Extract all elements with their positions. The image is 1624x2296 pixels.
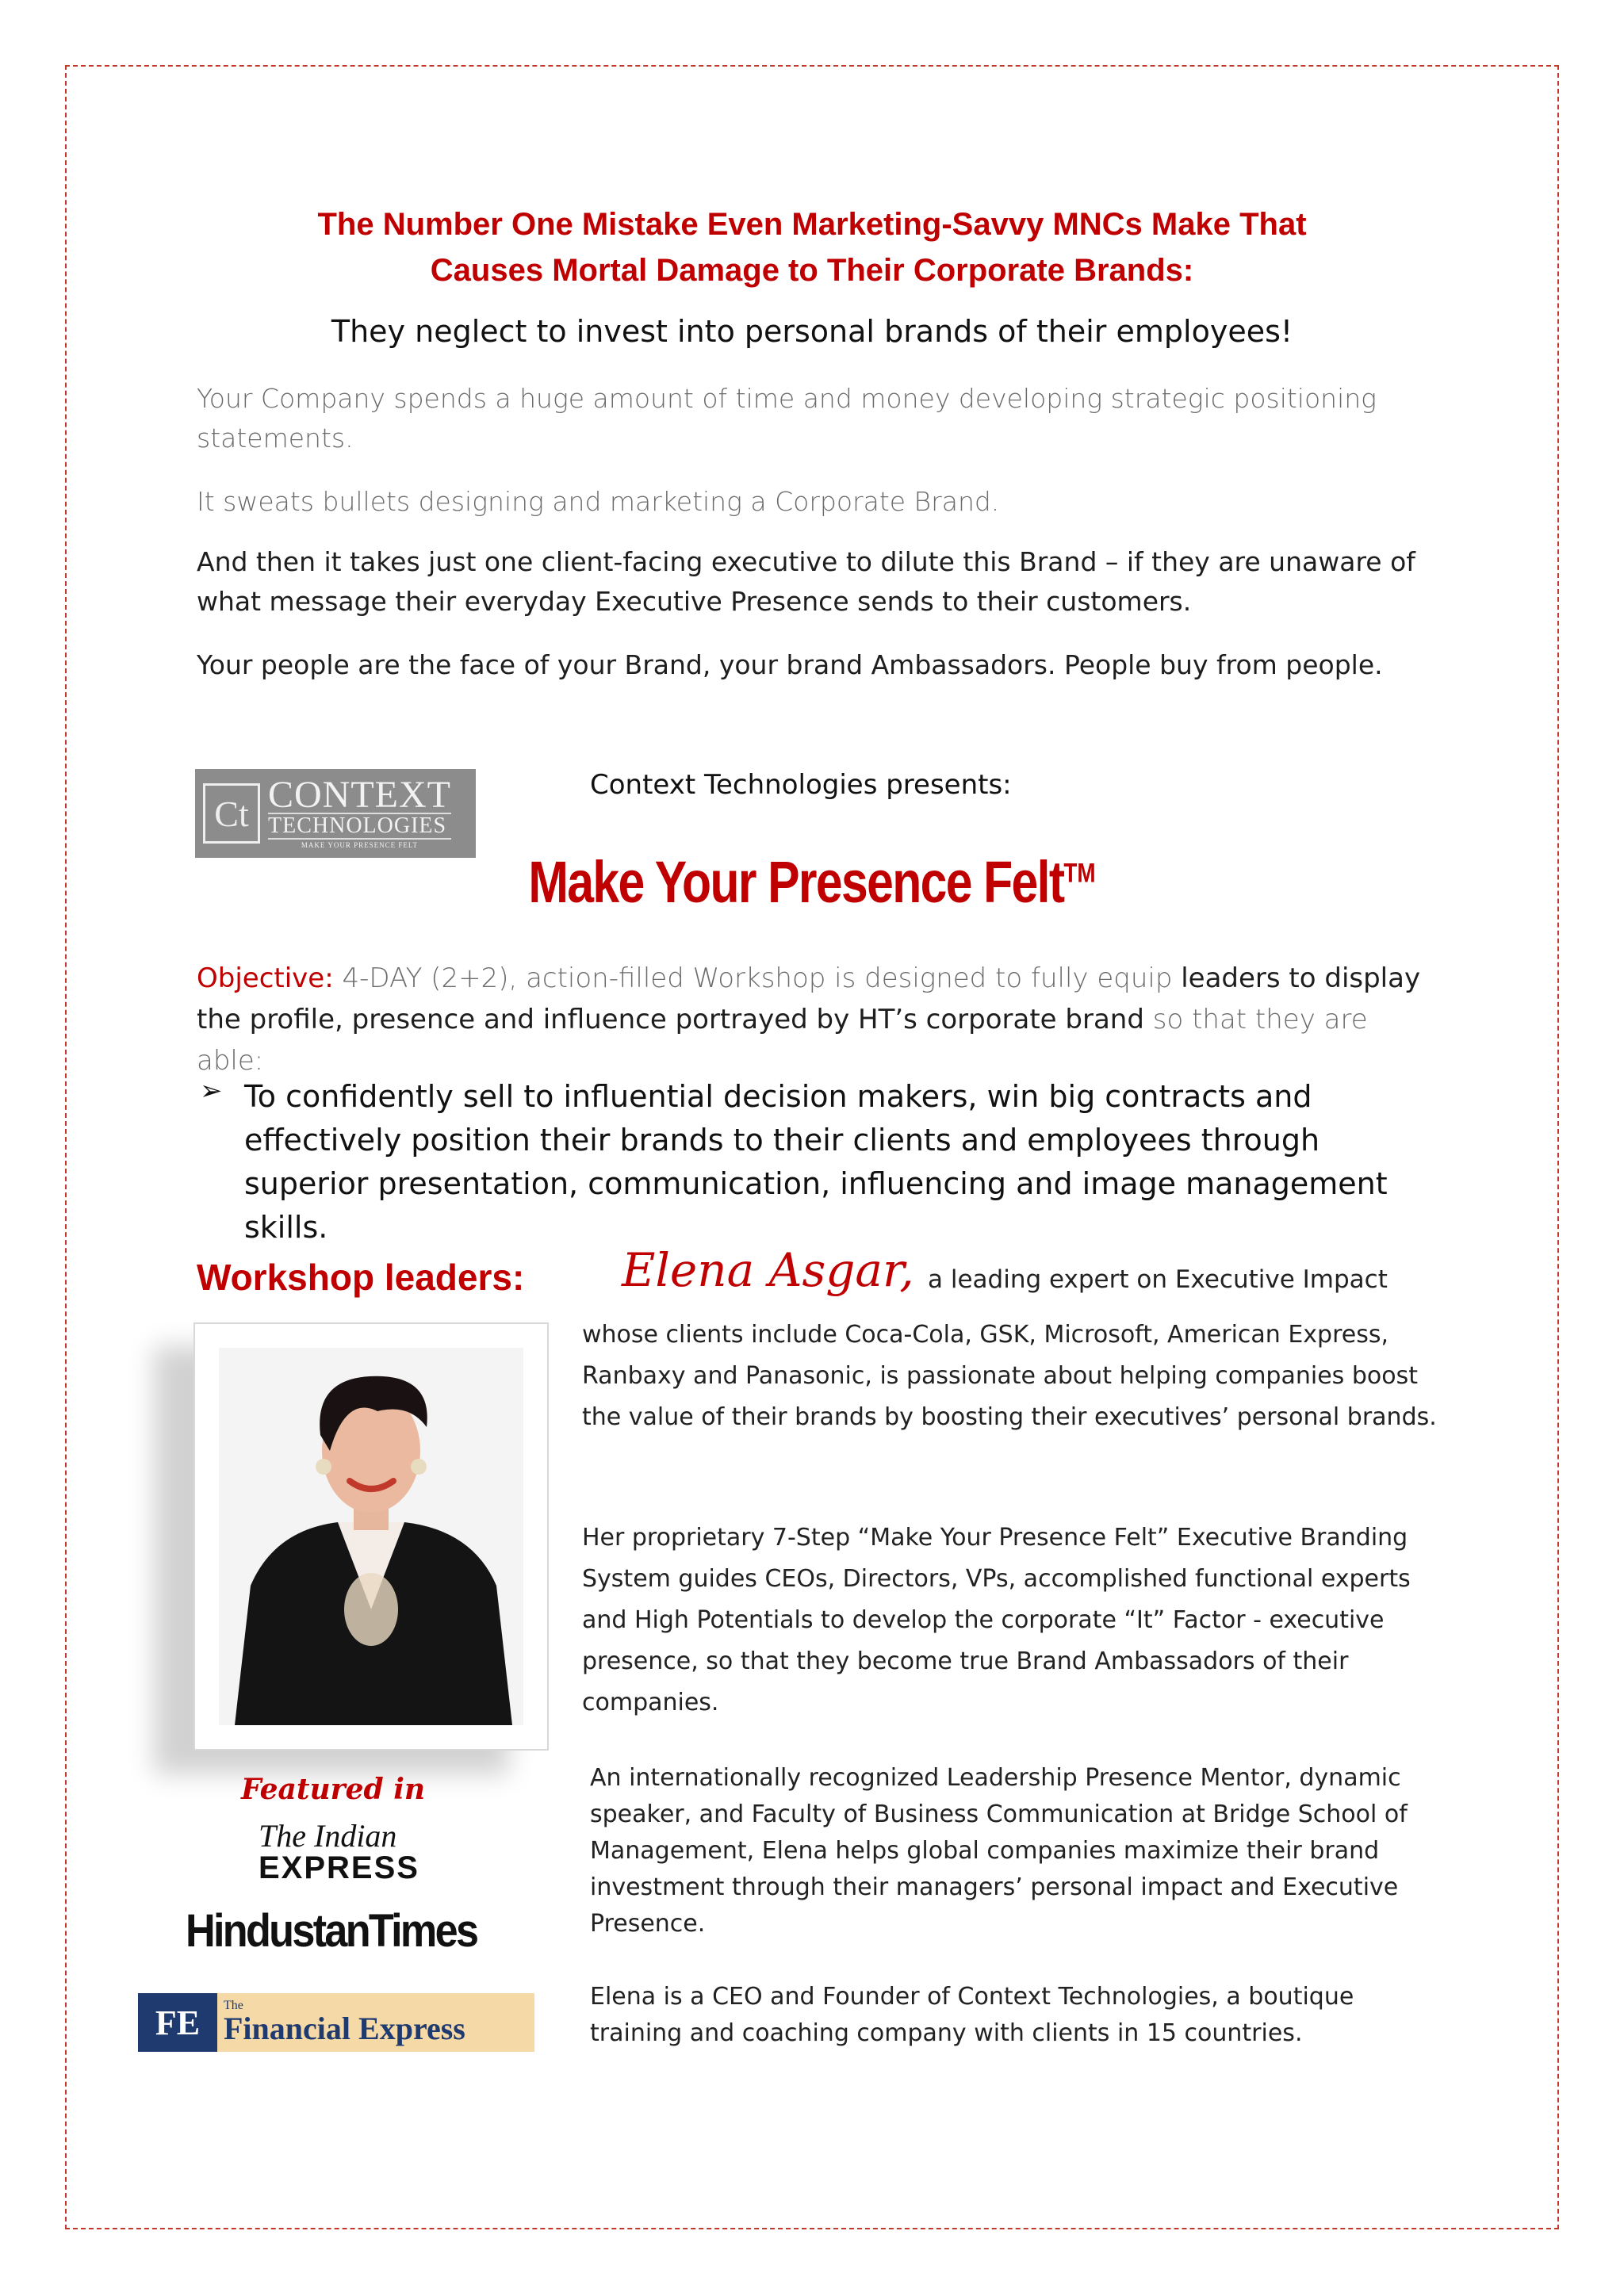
program-title: [251, 848, 1374, 916]
logo-sub: TECHNOLOGIES: [268, 813, 451, 840]
leader-bio-first-line: a leading expert on Executive Impact: [928, 1265, 1388, 1294]
indian-express-logo: [259, 1820, 419, 1884]
logo-mark: Ct: [203, 783, 260, 844]
leader-bio-paragraph-4: Elena is a CEO and Founder of Context Technologies, a boutique training and coaching company with clients in 15 countries.: [590, 1983, 1354, 2047]
bullet-text: To confidently sell to influential decision makers, win big contracts and effectively position their brands to their clients and employees through superior presentation, communication, influencing and image management skills.: [244, 1079, 1388, 1245]
intro-paragraph-1: Your Company spends a huge amount of time and money developing strategic positioning statements.: [197, 383, 1377, 453]
portrait-illustration: [219, 1348, 523, 1725]
indian-express-name: EXPRESS: [259, 1850, 419, 1885]
intro-paragraph-4: Your people are the face of your Brand, your brand Ambassadors. People buy from people.: [197, 649, 1383, 680]
bullet-arrow-icon: ➢: [200, 1076, 223, 1106]
leader-name: Elena Asgar,: [622, 1243, 914, 1297]
subheadline: They neglect to invest into personal brands of their employees!: [331, 314, 1293, 349]
featured-in-label: Featured in: [241, 1773, 426, 1806]
leader-photo-image: [219, 1348, 523, 1725]
objective-text-c: so that they are able:: [197, 1004, 1368, 1077]
presents-text: Context Technologies presents:: [590, 769, 1012, 801]
objective-paragraph: [197, 958, 1434, 1081]
headline-line-1: The Number One Mistake Even Marketing-Savvy MNCs Make That: [317, 207, 1307, 242]
leader-photo: [193, 1322, 549, 1751]
objective-text-a: 4-DAY (2+2), action-filled Workshop is designed to fully equip: [333, 962, 1182, 994]
indian-express-the: The Indian: [259, 1818, 397, 1854]
fe-mark: FE: [138, 1993, 217, 2052]
leader-bio-paragraph-1: whose clients include Coca-Cola, GSK, Microsoft, American Express, Ranbaxy and Panasonic, is passionate about helping companies boost the value of their brands by boosting their executives’ personal brands.: [582, 1321, 1437, 1431]
headline-line-2: Causes Mortal Damage to Their Corporate Brands:: [430, 253, 1194, 288]
leader-bio-paragraph-2: Her proprietary 7-Step “Make Your Presence Felt” Executive Branding System guides CEOs, Directors, VPs, accomplished functional experts and High Potentials to develop the corporate “It” Factor - executive presence, so that they become true Brand Ambassadors of their companies.: [582, 1524, 1411, 1716]
logo-tagline: MAKE YOUR PRESENCE FELT: [301, 841, 419, 849]
logo-text: [268, 774, 451, 849]
financial-express-logo: [138, 1993, 534, 2052]
intro-paragraph-3: And then it takes just one client-facing executive to dilute this Brand – if they are unaware of what message their everyday Executive Presence sends to their customers.: [197, 546, 1415, 617]
fe-name: Financial Express: [224, 2011, 465, 2046]
context-technologies-logo: [195, 769, 476, 858]
logo-name: CONTEXT: [268, 774, 451, 816]
hindustan-times-logo: HindustanTimes: [186, 1905, 477, 1957]
fe-the: The: [224, 1999, 243, 2012]
leader-bio-paragraph-3: An internationally recognized Leadership Presence Mentor, dynamic speaker, and Faculty of Business Communication at Bridge School of Management, Elena helps global companies maximize their brand investment through their managers’ personal impact and Executive Presence.: [590, 1764, 1408, 1938]
trademark-mark: TM: [1063, 858, 1096, 889]
fe-text: [217, 1999, 465, 2045]
intro-paragraph-2: It sweats bullets designing and marketing a Corporate Brand.: [197, 486, 1000, 517]
headline: [127, 201, 1497, 293]
objective-text-b: leaders to display the profile, presence and influence portrayed by HT’s corporate brand: [197, 962, 1421, 1035]
objective-label: Objective:: [197, 962, 334, 994]
program-title-text: Make Your Presence Felt: [528, 849, 1064, 915]
workshop-leaders-label: Workshop leaders:: [197, 1257, 525, 1298]
